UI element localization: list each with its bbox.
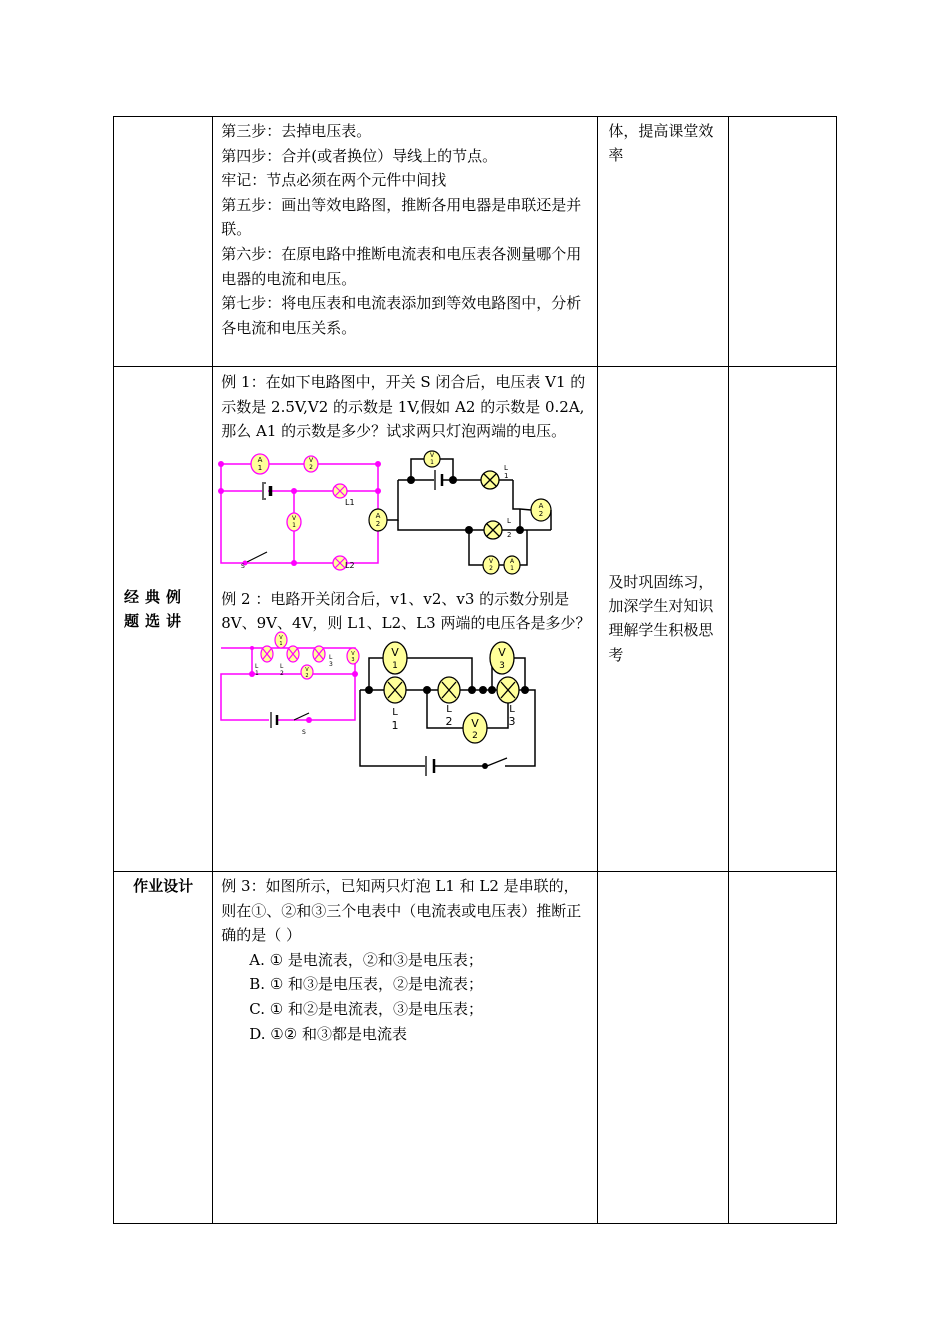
steps-note-cell — [598, 117, 728, 367]
fig2-ammeter-a2-right-symbol — [531, 499, 551, 521]
fig4-voltmeter-v2-symbol — [463, 713, 487, 743]
fig4-label-l3-letter: L — [509, 703, 516, 715]
fig2-label-l1-num: 1 — [504, 471, 509, 480]
steps-row — [114, 117, 837, 367]
examples-label: 经典例题选讲 — [124, 588, 188, 630]
fig2-label-a2b-num: 2 — [539, 509, 544, 518]
examples-extra-cell — [728, 367, 836, 872]
step-5: 第五步：画出等效电路图，推断各用电器是串联还是并联。 — [221, 195, 582, 239]
homework-note-cell — [598, 872, 728, 1224]
label-a1-num: 1 — [258, 463, 263, 472]
fig3-label-l3-num: 3 — [329, 660, 334, 668]
fig2-label-a1-num: 1 — [510, 564, 515, 572]
homework-extra-cell — [728, 872, 836, 1224]
fig4-label-v3-letter: V — [498, 645, 507, 659]
fig4-label-l2-letter: L — [446, 703, 453, 715]
label-switch-s: S — [241, 562, 246, 570]
fig3-label-switch-s: S — [302, 728, 307, 736]
fig4-label-l1-letter: L — [392, 706, 399, 718]
label-a1-letter: A — [257, 455, 263, 464]
homework-label-cell — [114, 872, 213, 1224]
example-2-text: 例 2 ：电路开关闭合后，v1、v2、v3 的示数分别是 8V、9V、4V，则 L1、L2、L3 两端的电压各是多少？ — [221, 589, 591, 633]
fig3-label-l1-letter: L — [255, 662, 259, 670]
label-v1-letter: V — [292, 514, 297, 522]
homework-row — [114, 872, 837, 1224]
fig2-voltmeter-v1-symbol — [424, 451, 440, 467]
fig3-label-v2-num: 2 — [305, 672, 309, 679]
fig3-label-v3-num: 3 — [351, 656, 355, 663]
step-4: 第四步：合并(或者换位）导线上的节点。 — [221, 146, 498, 165]
fig2-label-l2-letter: L — [507, 516, 512, 525]
fig3-voltmeter-v1-symbol — [275, 632, 287, 648]
label-v1-num: 1 — [292, 521, 297, 529]
lamp-l1-symbol — [333, 484, 355, 507]
fig3-voltmeter-v2-symbol — [301, 665, 313, 679]
fig2-lamp-l2-symbol — [484, 517, 511, 539]
label-v2-letter: V — [309, 456, 314, 464]
example-3-text: 例 3：如图所示，已知两只灯泡 L1 和 L2 是串联的，则在①、②和③三个电表中（电流表或电压表）推断正确的是（ ） — [221, 877, 582, 945]
step-note: 牢记：节点必须在两个元件中间找 — [221, 171, 447, 190]
fig2-label-v1-letter: V — [430, 451, 435, 459]
fig4-lamp-l3-symbol — [497, 677, 519, 728]
option-a: A. ① 是电流表，②和③是电压表； — [249, 950, 483, 969]
examples-label-cell — [114, 367, 213, 872]
fig3-label-l1-num: 1 — [255, 669, 260, 677]
fig2-label-a2b-letter: A — [538, 501, 544, 510]
lamp-l2-symbol — [333, 556, 355, 570]
steps-label-cell — [114, 117, 213, 367]
example-1-figures — [213, 444, 597, 572]
fig2-voltmeter-v2-symbol — [483, 556, 499, 574]
examples-note: 及时巩固练习，加深学生对知识理解学生积极思考 — [608, 573, 714, 664]
fig2-label-l2-num: 2 — [507, 530, 512, 539]
lesson-plan-table — [113, 116, 837, 1224]
label-l1: L1 — [345, 497, 355, 507]
voltmeter-v2-symbol — [304, 456, 318, 472]
fig3-label-v1-num: 1 — [279, 640, 283, 647]
ammeter-a1-symbol — [251, 454, 269, 474]
steps-extra-cell — [728, 117, 836, 367]
fig4-lamp-l2-symbol — [438, 677, 460, 728]
fig3-label-v1-letter: V — [279, 634, 283, 641]
examples-row — [114, 367, 837, 872]
fig4-voltmeter-v1-symbol — [383, 642, 407, 674]
fig4-label-v2-letter: V — [471, 716, 480, 730]
fig4-label-v3-num: 3 — [499, 660, 506, 671]
homework-label: 作业设计 — [133, 877, 194, 895]
fig4-label-l1-num: 1 — [391, 718, 399, 732]
fig2-label-l1-letter: L — [504, 463, 509, 472]
fig4-label-v1-letter: V — [391, 645, 400, 659]
fig3-label-l2-num: 2 — [280, 669, 285, 677]
fig2-label-v2-letter: V — [489, 557, 494, 565]
option-b: B. ① 和③是电压表，②是电流表； — [249, 975, 484, 994]
circuit-figure-2 — [358, 434, 553, 572]
fig4-lamp-l1-symbol — [384, 677, 406, 732]
voltmeter-v1-symbol — [287, 513, 301, 531]
fig2-label-a2-letter: A — [375, 511, 381, 520]
label-v2-num: 2 — [309, 463, 314, 471]
fig2-label-a1-letter: A — [510, 557, 515, 565]
step-6: 第六步：在原电路中推断电流表和电压表各测量哪个用电器的电流和电压。 — [221, 244, 582, 288]
fig3-label-v3-letter: V — [351, 650, 355, 657]
example-2-figures — [213, 636, 597, 786]
circuit-figure-4 — [355, 628, 555, 773]
example-1-text: 例 1：在如下电路图中，开关 S 闭合后，电压表 V1 的示数是 2.5V,V2 的示数是 1V,假如 A2 的示数是 0.2A,那么 A1 的示数是多少？试求两只灯泡两端的电压。 — [221, 373, 586, 441]
fig2-label-v1-num: 1 — [430, 458, 435, 466]
fig2-label-v2-num: 2 — [489, 564, 494, 572]
fig3-label-l2-letter: L — [280, 662, 284, 670]
examples-content-cell — [213, 367, 598, 872]
fig3-label-v2-letter: V — [305, 666, 309, 673]
option-d: D. ①② 和③都是电流表 — [249, 1024, 407, 1043]
fig2-ammeter-a2-left-symbol — [369, 509, 387, 531]
steps-content-cell — [213, 117, 598, 367]
fig4-label-v1-num: 1 — [392, 660, 399, 671]
fig3-label-l3-letter: L — [329, 653, 333, 661]
fig4-voltmeter-v3-symbol — [490, 642, 514, 674]
fig2-label-a2-num: 2 — [376, 519, 381, 528]
step-7: 第七步：将电压表和电流表添加到等效电路图中，分析各电流和电压关系。 — [221, 294, 582, 337]
fig4-label-l3-num: 3 — [508, 714, 516, 728]
fig4-label-v2-num: 2 — [472, 730, 479, 741]
steps-note: 体，提高课堂效率 — [608, 122, 714, 165]
examples-note-cell — [598, 367, 728, 872]
fig2-ammeter-a1-symbol — [504, 556, 520, 574]
option-c: C. ① 和②是电流表，③是电压表； — [249, 999, 483, 1018]
homework-content-cell — [213, 872, 598, 1224]
fig2-lamp-l1-symbol — [481, 464, 508, 489]
label-l2: L2 — [345, 560, 355, 570]
circuit-figure-3 — [219, 634, 359, 738]
fig4-label-l2-num: 2 — [445, 714, 453, 728]
step-3: 第三步：去掉电压表。 — [221, 122, 372, 140]
